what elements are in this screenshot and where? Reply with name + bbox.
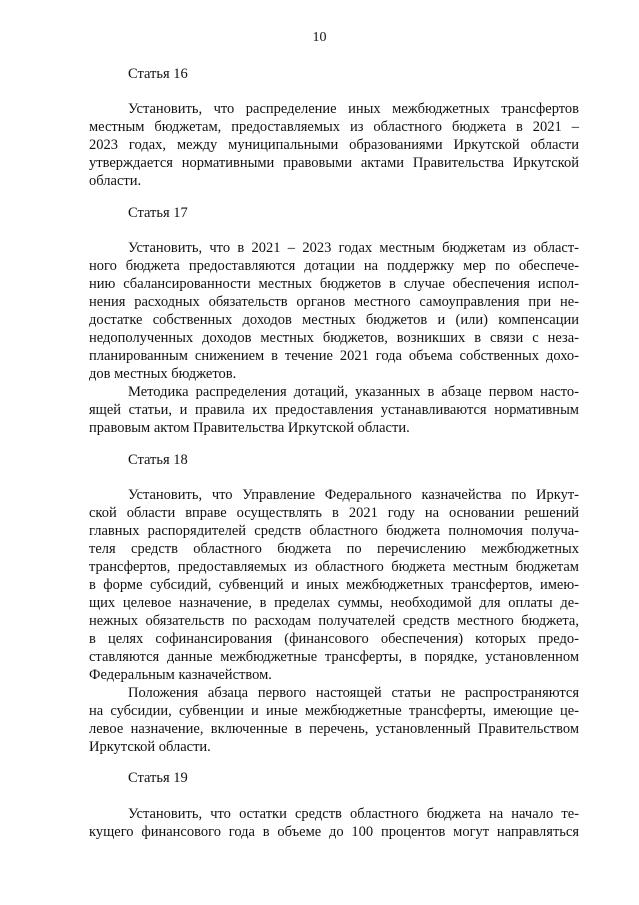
article-17-line: нию сбалансированности местных бюджетов в случае обеспечения испол- <box>89 276 579 292</box>
article-16-heading: Статья 16 <box>128 66 188 82</box>
article-17-line: Методика распределения дотаций, указанных в абзаце первом насто- <box>128 384 579 400</box>
article-17-line: дов местных бюджетов. <box>89 366 237 382</box>
page-number: 10 <box>312 30 327 45</box>
article-18-line: теля средств областного бюджета по перечислению межбюджетных <box>89 541 579 557</box>
article-17-line: ящей статьи, и правила их предоставления устанавливаются нормативным <box>89 402 579 418</box>
article-17-line: Установить, что в 2021 – 2023 годах местным бюджетам из област- <box>128 240 579 256</box>
article-18-line: Иркутской области. <box>89 739 211 755</box>
article-18-line: трансфертов, предоставляемых из областного бюджета местным бюджетам <box>89 559 579 575</box>
article-18-line: ской области вправе осуществлять в 2021 году на основании решений <box>89 505 579 521</box>
article-18-line: в целях софинансирования (финансового обеспечения) которых предо- <box>89 631 579 647</box>
article-18-line: нежных обязательств по расходам получателей средств местного бюджета, <box>89 613 579 629</box>
article-17-line: нения расходных обязательств органов местного самоуправления при не- <box>89 294 579 310</box>
article-18-line: левое назначение, включенные в перечень, установленный Правительством <box>89 721 579 737</box>
article-17-heading: Статья 17 <box>128 205 188 221</box>
article-18-line: Положения абзаца первого настоящей статьи не распространяются <box>128 685 579 701</box>
article-18-line: на субсидии, субвенции и иные межбюджетные трансферты, имеющие це- <box>89 703 579 719</box>
article-18-line: Установить, что Управление Федерального казначейства по Иркут- <box>128 487 579 503</box>
article-18-line: главных распорядителей средств областного бюджета полномочия получа- <box>89 523 579 539</box>
article-18-line: Федеральным казначейством. <box>89 667 272 683</box>
article-16-line: утверждается нормативными правовыми актами Правительства Иркутской <box>89 155 579 171</box>
article-18-heading: Статья 18 <box>128 452 188 468</box>
article-16-line: Установить, что распределение иных межбюджетных трансфертов <box>128 101 579 117</box>
article-17-line: планированным снижением в течение 2021 года объема собственных дохо- <box>89 348 579 364</box>
article-16-line: 2023 годах, между муниципальными образованиями Иркутской области <box>89 137 579 153</box>
article-19-line: Установить, что остатки средств областного бюджета на начало те- <box>128 806 579 822</box>
article-16-line: местным бюджетам, предоставляемых из областного бюджета в 2021 – <box>89 119 579 135</box>
article-17-line: достатке собственных доходов местных бюджетов и (или) компенсации <box>89 312 579 328</box>
article-16-line: области. <box>89 173 142 189</box>
article-17-line: правовым актом Правительства Иркутской области. <box>89 420 410 436</box>
article-19-heading: Статья 19 <box>128 770 188 786</box>
article-18-line: щих целевое назначение, в пределах суммы, необходимой для оплаты де- <box>89 595 579 611</box>
article-19-line: кущего финансового года в объеме до 100 процентов могут направляться <box>89 824 579 840</box>
article-18-line: в форме субсидий, субвенций и иных межбюджетных трансфертов, имею- <box>89 577 579 593</box>
article-17-line: недополученных доходов местных бюджетов, возникших в связи с неза- <box>89 330 579 346</box>
article-18-line: ставляются данные межбюджетные трансферты, в порядке, установленном <box>89 649 579 665</box>
article-17-line: ного бюджета предоставляются дотации на поддержку мер по обеспече- <box>89 258 579 274</box>
